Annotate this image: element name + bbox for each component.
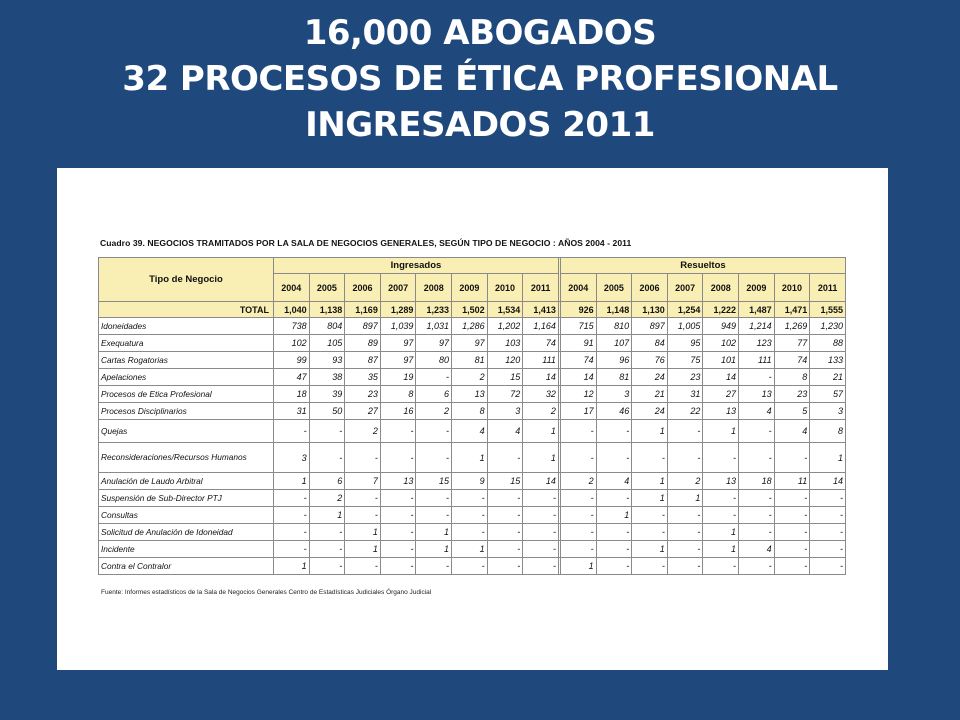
- ingresados-cell: 99: [274, 352, 310, 369]
- ingresados-cell: -: [380, 558, 416, 575]
- ingresados-cell: 27: [345, 403, 381, 420]
- ingresados-cell: 1: [452, 541, 488, 558]
- table-caption: Cuadro 39. NEGOCIOS TRAMITADOS POR LA SALA DE NEGOCIOS GENERALES, SEGÚN TIPO DE NEGOCIO : AÑOS 2004 - 2011: [100, 238, 632, 248]
- resueltos-cell: 101: [703, 352, 739, 369]
- ingresados-cell: 80: [416, 352, 452, 369]
- ingresados-cell: 7: [345, 473, 381, 490]
- ingresados-cell: 1: [452, 443, 488, 473]
- resueltos-cell: -: [810, 490, 846, 507]
- resueltos-cell: 715: [560, 318, 596, 335]
- resueltos-cell: 1,269: [774, 318, 810, 335]
- resueltos-cell: 4: [774, 420, 810, 443]
- ingresados-cell: 1: [523, 420, 559, 443]
- resueltos-cell: -: [774, 507, 810, 524]
- resueltos-cell: 76: [632, 352, 668, 369]
- row-label: Procesos de Etica Profesional: [99, 386, 274, 403]
- resueltos-cell: 1,230: [810, 318, 846, 335]
- year-header-resueltos: 2010: [774, 274, 810, 302]
- resueltos-cell: 46: [596, 403, 632, 420]
- resueltos-cell: 13: [739, 386, 775, 403]
- resueltos-cell: 74: [560, 352, 596, 369]
- resueltos-cell: 949: [703, 318, 739, 335]
- ingresados-cell: -: [345, 558, 381, 575]
- row-label: Quejas: [99, 420, 274, 443]
- resueltos-cell: -: [667, 524, 703, 541]
- ingresados-cell: 2: [309, 490, 345, 507]
- ingresados-cell: -: [416, 369, 452, 386]
- row-label: Idoneidades: [99, 318, 274, 335]
- total-resueltos-cell: 1,487: [739, 302, 775, 318]
- resueltos-cell: -: [703, 443, 739, 473]
- ingresados-cell: 72: [487, 386, 523, 403]
- resueltos-cell: -: [560, 507, 596, 524]
- resueltos-cell: 91: [560, 335, 596, 352]
- ingresados-cell: -: [416, 420, 452, 443]
- ingresados-cell: 1: [416, 524, 452, 541]
- resueltos-cell: 3: [810, 403, 846, 420]
- ingresados-cell: -: [523, 558, 559, 575]
- table-row: [99, 318, 846, 335]
- resueltos-cell: -: [774, 524, 810, 541]
- table-row: [99, 541, 846, 558]
- resueltos-cell: 1: [703, 541, 739, 558]
- ingresados-cell: 6: [309, 473, 345, 490]
- resueltos-cell: -: [596, 558, 632, 575]
- resueltos-cell: -: [596, 443, 632, 473]
- statistics-table: [98, 257, 846, 575]
- ingresados-cell: -: [452, 490, 488, 507]
- total-ingresados-cell: 1,289: [380, 302, 416, 318]
- resueltos-cell: 12: [560, 386, 596, 403]
- row-label: Consultas: [99, 507, 274, 524]
- resueltos-cell: 95: [667, 335, 703, 352]
- ingresados-cell: 1: [345, 524, 381, 541]
- ingresados-cell: 2: [523, 403, 559, 420]
- resueltos-cell: -: [739, 507, 775, 524]
- total-ingresados-cell: 1,138: [309, 302, 345, 318]
- resueltos-cell: -: [774, 541, 810, 558]
- ingresados-cell: 897: [345, 318, 381, 335]
- ingresados-cell: -: [416, 443, 452, 473]
- resueltos-cell: 24: [632, 369, 668, 386]
- resueltos-cell: -: [810, 541, 846, 558]
- total-ingresados-cell: 1,169: [345, 302, 381, 318]
- title-line-2: 32 PROCESOS DE ÉTICA PROFESIONAL: [122, 59, 838, 99]
- ingresados-cell: -: [523, 490, 559, 507]
- year-header-resueltos: 2009: [739, 274, 775, 302]
- row-label: Procesos Disciplinarios: [99, 403, 274, 420]
- ingresados-cell: -: [523, 524, 559, 541]
- table-row: [99, 490, 846, 507]
- ingresados-cell: 89: [345, 335, 381, 352]
- title-line-3: INGRESADOS 2011: [305, 105, 655, 145]
- ingresados-cell: 102: [274, 335, 310, 352]
- resueltos-cell: 1: [596, 507, 632, 524]
- ingresados-cell: -: [309, 443, 345, 473]
- resueltos-cell: -: [667, 420, 703, 443]
- resueltos-cell: -: [596, 420, 632, 443]
- ingresados-cell: 1,202: [487, 318, 523, 335]
- resueltos-cell: 74: [774, 352, 810, 369]
- ingresados-cell: 87: [345, 352, 381, 369]
- ingresados-cell: -: [416, 558, 452, 575]
- ingresados-cell: -: [345, 490, 381, 507]
- resueltos-cell: 4: [596, 473, 632, 490]
- resueltos-cell: 133: [810, 352, 846, 369]
- resueltos-cell: 21: [810, 369, 846, 386]
- resueltos-cell: -: [739, 443, 775, 473]
- year-header-resueltos: 2008: [703, 274, 739, 302]
- resueltos-cell: 13: [703, 473, 739, 490]
- ingresados-cell: -: [274, 490, 310, 507]
- ingresados-cell: 14: [523, 369, 559, 386]
- resueltos-cell: 57: [810, 386, 846, 403]
- ingresados-cell: 1: [274, 558, 310, 575]
- resueltos-cell: -: [774, 443, 810, 473]
- resueltos-cell: 810: [596, 318, 632, 335]
- resueltos-cell: -: [596, 490, 632, 507]
- ingresados-cell: -: [452, 558, 488, 575]
- year-header-ingresados: 2006: [345, 274, 381, 302]
- resueltos-cell: -: [739, 420, 775, 443]
- resueltos-cell: 84: [632, 335, 668, 352]
- table-image-panel: [57, 168, 888, 670]
- ingresados-cell: -: [345, 507, 381, 524]
- ingresados-cell: 97: [452, 335, 488, 352]
- ingresados-cell: -: [274, 420, 310, 443]
- ingresados-cell: 74: [523, 335, 559, 352]
- ingresados-cell: -: [487, 443, 523, 473]
- ingresados-cell: 1: [523, 443, 559, 473]
- ingresados-cell: 4: [452, 420, 488, 443]
- resueltos-cell: -: [703, 490, 739, 507]
- table-row: [99, 352, 846, 369]
- resueltos-cell: 102: [703, 335, 739, 352]
- ingresados-cell: 111: [523, 352, 559, 369]
- total-ingresados-cell: 1,040: [274, 302, 310, 318]
- ingresados-cell: 2: [452, 369, 488, 386]
- resueltos-cell: -: [774, 558, 810, 575]
- ingresados-cell: 1,039: [380, 318, 416, 335]
- resueltos-cell: 897: [632, 318, 668, 335]
- year-header-resueltos: 2006: [632, 274, 668, 302]
- ingresados-header: Ingresados: [274, 258, 559, 274]
- ingresados-cell: 14: [523, 473, 559, 490]
- ingresados-cell: 1: [309, 507, 345, 524]
- table-row: [99, 335, 846, 352]
- ingresados-cell: 50: [309, 403, 345, 420]
- row-label: Anulación de Laudo Arbitral: [99, 473, 274, 490]
- resueltos-cell: -: [739, 558, 775, 575]
- resueltos-cell: 27: [703, 386, 739, 403]
- resueltos-cell: -: [739, 524, 775, 541]
- table-row: [99, 403, 846, 420]
- ingresados-cell: 6: [416, 386, 452, 403]
- resueltos-cell: -: [774, 490, 810, 507]
- resueltos-cell: 1: [810, 443, 846, 473]
- ingresados-cell: 15: [487, 473, 523, 490]
- ingresados-cell: -: [452, 507, 488, 524]
- row-label: Suspensión de Sub-Director PTJ: [99, 490, 274, 507]
- total-resueltos-cell: 1,254: [667, 302, 703, 318]
- table-row: [99, 524, 846, 541]
- ingresados-cell: 3: [274, 443, 310, 473]
- resueltos-cell: 107: [596, 335, 632, 352]
- total-resueltos-cell: 1,148: [596, 302, 632, 318]
- resueltos-cell: 77: [774, 335, 810, 352]
- table-row: [99, 443, 846, 473]
- year-header-resueltos: 2011: [810, 274, 846, 302]
- resueltos-cell: 111: [739, 352, 775, 369]
- ingresados-cell: 35: [345, 369, 381, 386]
- resueltos-cell: 2: [667, 473, 703, 490]
- resueltos-cell: 96: [596, 352, 632, 369]
- ingresados-cell: -: [309, 524, 345, 541]
- resueltos-cell: 1: [632, 490, 668, 507]
- total-ingresados-cell: 1,233: [416, 302, 452, 318]
- ingresados-cell: 1,164: [523, 318, 559, 335]
- ingresados-cell: 103: [487, 335, 523, 352]
- resueltos-cell: -: [632, 524, 668, 541]
- ingresados-cell: 4: [487, 420, 523, 443]
- resueltos-cell: 31: [667, 386, 703, 403]
- ingresados-cell: -: [487, 507, 523, 524]
- ingresados-cell: 1,031: [416, 318, 452, 335]
- ingresados-cell: -: [487, 490, 523, 507]
- year-header-resueltos: 2007: [667, 274, 703, 302]
- resueltos-cell: -: [560, 490, 596, 507]
- table-row: [99, 369, 846, 386]
- ingresados-cell: 19: [380, 369, 416, 386]
- ingresados-cell: -: [380, 541, 416, 558]
- ingresados-cell: 15: [416, 473, 452, 490]
- ingresados-cell: 38: [309, 369, 345, 386]
- total-ingresados-cell: 1,502: [452, 302, 488, 318]
- resueltos-cell: -: [667, 443, 703, 473]
- year-header-ingresados: 2009: [452, 274, 488, 302]
- ingresados-cell: -: [487, 524, 523, 541]
- row-label: Solicitud de Anulación de Idoneidad: [99, 524, 274, 541]
- resueltos-cell: 24: [632, 403, 668, 420]
- resueltos-cell: 1: [703, 524, 739, 541]
- ingresados-cell: 13: [380, 473, 416, 490]
- total-resueltos-cell: 926: [560, 302, 596, 318]
- total-resueltos-cell: 1,222: [703, 302, 739, 318]
- ingresados-cell: 1: [345, 541, 381, 558]
- resueltos-cell: 23: [774, 386, 810, 403]
- resueltos-cell: -: [596, 541, 632, 558]
- table-row: [99, 473, 846, 490]
- row-label: Incidente: [99, 541, 274, 558]
- ingresados-cell: 1,286: [452, 318, 488, 335]
- ingresados-cell: 23: [345, 386, 381, 403]
- slide-title: [0, 10, 960, 148]
- year-header-ingresados: 2004: [274, 274, 310, 302]
- ingresados-cell: 32: [523, 386, 559, 403]
- resueltos-cell: -: [810, 558, 846, 575]
- resueltos-cell: -: [810, 524, 846, 541]
- resueltos-cell: 13: [703, 403, 739, 420]
- resueltos-cell: 14: [560, 369, 596, 386]
- ingresados-cell: -: [274, 507, 310, 524]
- resueltos-cell: 4: [739, 541, 775, 558]
- year-header-resueltos: 2004: [560, 274, 596, 302]
- resueltos-cell: 11: [774, 473, 810, 490]
- total-resueltos-cell: 1,555: [810, 302, 846, 318]
- ingresados-cell: 15: [487, 369, 523, 386]
- total-row: [99, 302, 846, 318]
- resueltos-cell: -: [703, 507, 739, 524]
- ingresados-cell: 39: [309, 386, 345, 403]
- resueltos-header: Resueltos: [560, 258, 845, 274]
- ingresados-cell: 81: [452, 352, 488, 369]
- ingresados-cell: -: [380, 420, 416, 443]
- resueltos-cell: 4: [739, 403, 775, 420]
- resueltos-cell: -: [667, 558, 703, 575]
- ingresados-cell: 18: [274, 386, 310, 403]
- resueltos-cell: 2: [560, 473, 596, 490]
- ingresados-cell: 8: [452, 403, 488, 420]
- ingresados-cell: -: [523, 507, 559, 524]
- source-note: Fuente: Informes estadísticos de la Sala de Negocios Generales Centro de Estadísticas Judiciales Órgano Judicial: [101, 589, 432, 596]
- resueltos-cell: 1,214: [739, 318, 775, 335]
- table-row: [99, 386, 846, 403]
- ingresados-cell: -: [416, 490, 452, 507]
- ingresados-cell: -: [274, 524, 310, 541]
- resueltos-cell: 1,005: [667, 318, 703, 335]
- table-row: [99, 420, 846, 443]
- resueltos-cell: 23: [667, 369, 703, 386]
- resueltos-cell: 17: [560, 403, 596, 420]
- ingresados-cell: 2: [345, 420, 381, 443]
- resueltos-cell: 8: [774, 369, 810, 386]
- resueltos-cell: -: [703, 558, 739, 575]
- ingresados-cell: -: [523, 541, 559, 558]
- tipo-negocio-header: Tipo de Negocio: [99, 258, 274, 302]
- ingresados-cell: 97: [380, 335, 416, 352]
- resueltos-cell: -: [810, 507, 846, 524]
- resueltos-cell: -: [560, 541, 596, 558]
- resueltos-cell: 1: [667, 490, 703, 507]
- table-row: [99, 507, 846, 524]
- resueltos-cell: 14: [703, 369, 739, 386]
- row-label: Contra el Contralor: [99, 558, 274, 575]
- ingresados-cell: 93: [309, 352, 345, 369]
- ingresados-cell: -: [380, 490, 416, 507]
- resueltos-cell: 1: [703, 420, 739, 443]
- ingresados-cell: -: [416, 507, 452, 524]
- row-label: Exequatura: [99, 335, 274, 352]
- resueltos-cell: -: [560, 420, 596, 443]
- resueltos-cell: 5: [774, 403, 810, 420]
- resueltos-cell: -: [667, 507, 703, 524]
- resueltos-cell: 1: [632, 473, 668, 490]
- ingresados-cell: 105: [309, 335, 345, 352]
- ingresados-cell: 13: [452, 386, 488, 403]
- title-line-1: 16,000 ABOGADOS: [303, 13, 657, 53]
- year-header-ingresados: 2010: [487, 274, 523, 302]
- resueltos-cell: 18: [739, 473, 775, 490]
- resueltos-cell: -: [560, 524, 596, 541]
- year-header-ingresados: 2008: [416, 274, 452, 302]
- ingresados-cell: 8: [380, 386, 416, 403]
- resueltos-cell: -: [596, 524, 632, 541]
- ingresados-cell: 3: [487, 403, 523, 420]
- total-label: TOTAL: [99, 302, 274, 318]
- resueltos-cell: 21: [632, 386, 668, 403]
- resueltos-cell: 8: [810, 420, 846, 443]
- ingresados-cell: 2: [416, 403, 452, 420]
- resueltos-cell: 3: [596, 386, 632, 403]
- total-resueltos-cell: 1,130: [632, 302, 668, 318]
- row-label: Apelaciones: [99, 369, 274, 386]
- resueltos-cell: -: [739, 490, 775, 507]
- ingresados-cell: -: [309, 558, 345, 575]
- year-header-resueltos: 2005: [596, 274, 632, 302]
- ingresados-cell: 31: [274, 403, 310, 420]
- table-body: [99, 302, 846, 575]
- total-ingresados-cell: 1,413: [523, 302, 559, 318]
- resueltos-cell: 75: [667, 352, 703, 369]
- ingresados-cell: 120: [487, 352, 523, 369]
- year-header-ingresados: 2007: [380, 274, 416, 302]
- ingresados-cell: -: [309, 420, 345, 443]
- ingresados-cell: 738: [274, 318, 310, 335]
- resueltos-cell: 1: [560, 558, 596, 575]
- ingresados-cell: -: [452, 524, 488, 541]
- table-row: [99, 558, 846, 575]
- ingresados-cell: 804: [309, 318, 345, 335]
- resueltos-cell: 123: [739, 335, 775, 352]
- resueltos-cell: -: [560, 443, 596, 473]
- ingresados-cell: -: [380, 524, 416, 541]
- ingresados-cell: 97: [416, 335, 452, 352]
- ingresados-cell: -: [274, 541, 310, 558]
- resueltos-cell: -: [632, 507, 668, 524]
- ingresados-cell: -: [487, 558, 523, 575]
- ingresados-cell: 47: [274, 369, 310, 386]
- resueltos-cell: 14: [810, 473, 846, 490]
- resueltos-cell: 88: [810, 335, 846, 352]
- ingresados-cell: -: [380, 507, 416, 524]
- resueltos-cell: -: [739, 369, 775, 386]
- resueltos-cell: -: [632, 443, 668, 473]
- ingresados-cell: 97: [380, 352, 416, 369]
- ingresados-cell: 1: [274, 473, 310, 490]
- year-header-ingresados: 2005: [309, 274, 345, 302]
- ingresados-cell: 16: [380, 403, 416, 420]
- resueltos-cell: 1: [632, 420, 668, 443]
- ingresados-cell: -: [345, 443, 381, 473]
- resueltos-cell: 81: [596, 369, 632, 386]
- resueltos-cell: -: [632, 558, 668, 575]
- ingresados-cell: -: [487, 541, 523, 558]
- ingresados-cell: 9: [452, 473, 488, 490]
- ingresados-cell: -: [309, 541, 345, 558]
- resueltos-cell: 1: [632, 541, 668, 558]
- ingresados-cell: 1: [416, 541, 452, 558]
- row-label: Cartas Rogatorias: [99, 352, 274, 369]
- resueltos-cell: 22: [667, 403, 703, 420]
- row-label: Reconsideraciones/Recursos Humanos: [99, 443, 274, 473]
- ingresados-cell: -: [380, 443, 416, 473]
- resueltos-cell: -: [667, 541, 703, 558]
- year-header-ingresados: 2011: [523, 274, 559, 302]
- total-resueltos-cell: 1,471: [774, 302, 810, 318]
- total-ingresados-cell: 1,534: [487, 302, 523, 318]
